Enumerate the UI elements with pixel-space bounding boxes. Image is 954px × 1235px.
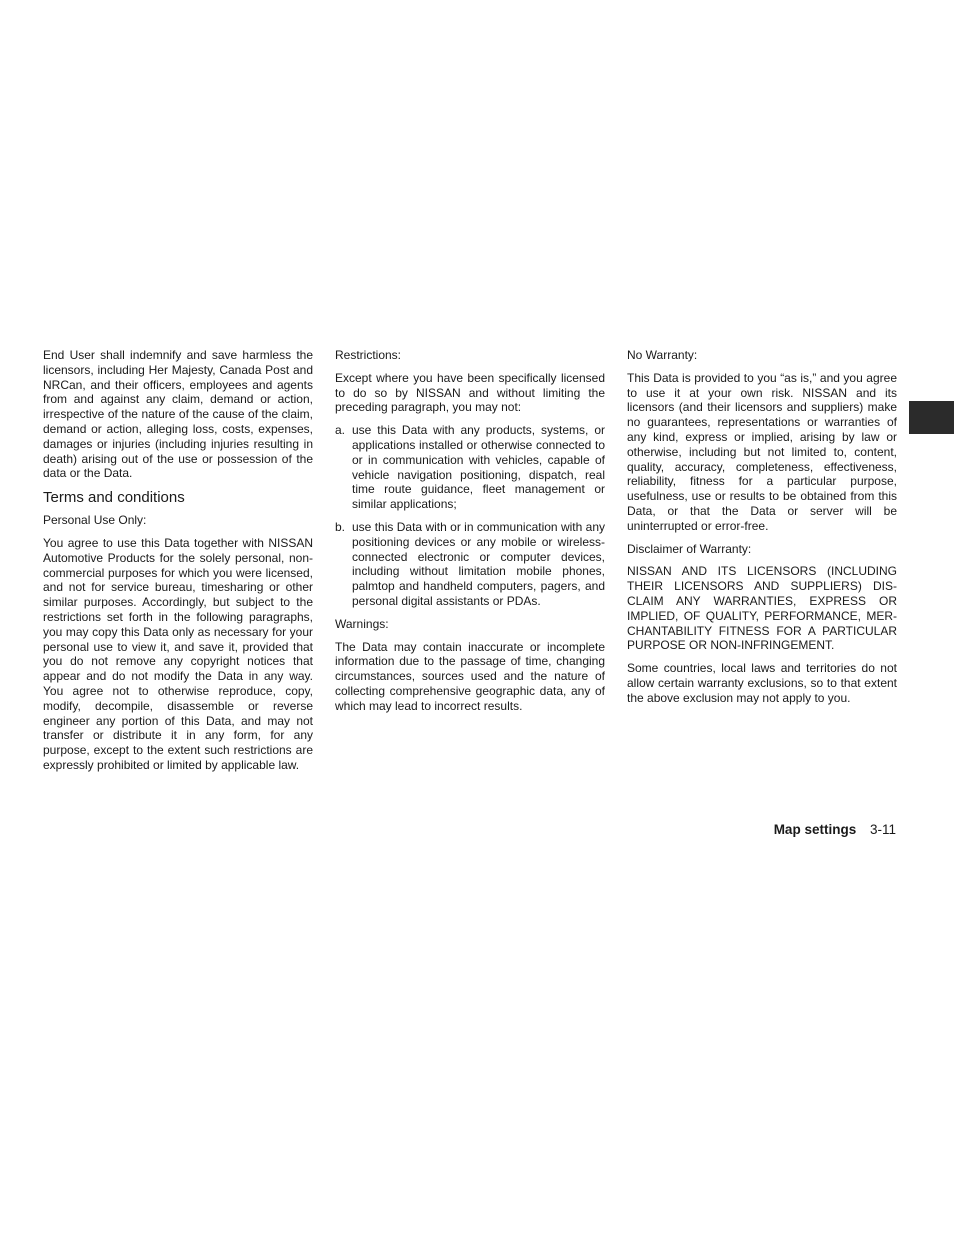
disclaimer-paragraph: NISSAN AND ITS LICENSORS (INCLUDING THEIR LICENSORS AND SUPPLIERS) DISCLAIM ANY WARRANTIES, EXPRESS OR IMPLIED, OF QUALITY, PERFORMANCE, MERCHANTABILITY FITNESS FOR A PARTICULAR PURPOSE OR NON-INFRINGEMENT. bbox=[627, 564, 897, 653]
personal-use-paragraph: You agree to use this Data together with NISSAN Automotive Products for the solely personal, non-commercial purposes for which you were licensed, and not for service bureau, timesharing or other similar purposes. Accordingly, but subject to the restrictions set forth in the following paragraphs, you may copy this Data only as necessary for your personal use to view it, and save it, provided that you do not remove any copyright notices that appear and do not modify the Data in any way. You agree not to otherwise reproduce, copy, modify, decompile, disassemble or reverse engineer any portion of this Data, and may not transfer or distribute it in any form, for any purpose, except to the extent such restrictions are expressly prohibited or limited by applicable law. bbox=[43, 535, 313, 772]
restrictions-label: Restrictions: bbox=[335, 348, 402, 362]
chapter-tab-marker bbox=[909, 401, 954, 434]
personal-use-label: Personal Use Only: bbox=[43, 513, 147, 528]
list-marker: b. bbox=[335, 519, 346, 534]
list-item-text: use this Data with any products, systems, or applications installed or otherwise connected to or in communication with vehicles, capable of vehicle navigation positioning, dispatch, real time route guidance, fleet management or similar applications; bbox=[352, 423, 605, 512]
list-item bbox=[335, 423, 605, 512]
disclaimer-label: Disclaimer of Warranty: bbox=[627, 541, 752, 556]
page-footer bbox=[774, 821, 896, 839]
list-item-text: use this Data with or in communication with any positioning devices or any mobile or wireless-connected electronic or computer devices, including without limitation mobile phones, palmtop and handheld computers, pagers, and personal digital assistants or PDAs. bbox=[352, 519, 605, 608]
no-warranty-paragraph: This Data is provided to you “as is,” and you agree to use it at your own risk. NISSAN and its licensors (and their licensors and suppliers) make no guarantees, representations or warranties of any kind, express or implied, arising by law or otherwise, including but not limited to, content, quality, accuracy, completeness, effectiveness, reliability, fitness for a particular purpose, usefulness, use or results to be obtained from this Data, or that the Data or server will be uninterrupted or error-free. bbox=[627, 370, 897, 533]
warnings-paragraph: The Data may contain inaccurate or incomplete information due to the passage of time, changing circumstances, sources used and the nature of collecting comprehensive geographic data, any of which may lead to incorrect results. bbox=[335, 639, 605, 713]
warnings-label: Warnings: bbox=[335, 616, 389, 631]
exclusion-paragraph: Some countries, local laws and territories do not allow certain warranty exclusions, so to that extent the above exclusion may not apply to you. bbox=[627, 661, 897, 705]
footer-section-title: Map settings bbox=[773, 822, 857, 837]
page-number: 3-11 bbox=[869, 822, 896, 837]
no-warranty-label: No Warranty: bbox=[627, 348, 698, 362]
indemnity-paragraph: End User shall indemnify and save harmless the licensors, including Her Majesty, Canada Post and NRCan, and their officers, employees and agents from and against any claim, demand or action, irrespective of the nature of the cause of the claim, demand or action, alleging loss, costs, expenses, damages or injuries (including injuries resulting in death) arising out of the use or possession of the data or the Data. bbox=[43, 348, 313, 481]
section-heading-terms: Terms and conditions bbox=[43, 489, 185, 507]
column-right bbox=[627, 348, 897, 714]
column-middle bbox=[335, 348, 605, 722]
list-item bbox=[335, 520, 605, 609]
column-left bbox=[43, 348, 313, 781]
list-marker: a. bbox=[335, 423, 346, 438]
restrictions-paragraph: Except where you have been specifically licensed to do so by NISSAN and without limiting the preceding paragraph, you may not: bbox=[335, 370, 605, 415]
